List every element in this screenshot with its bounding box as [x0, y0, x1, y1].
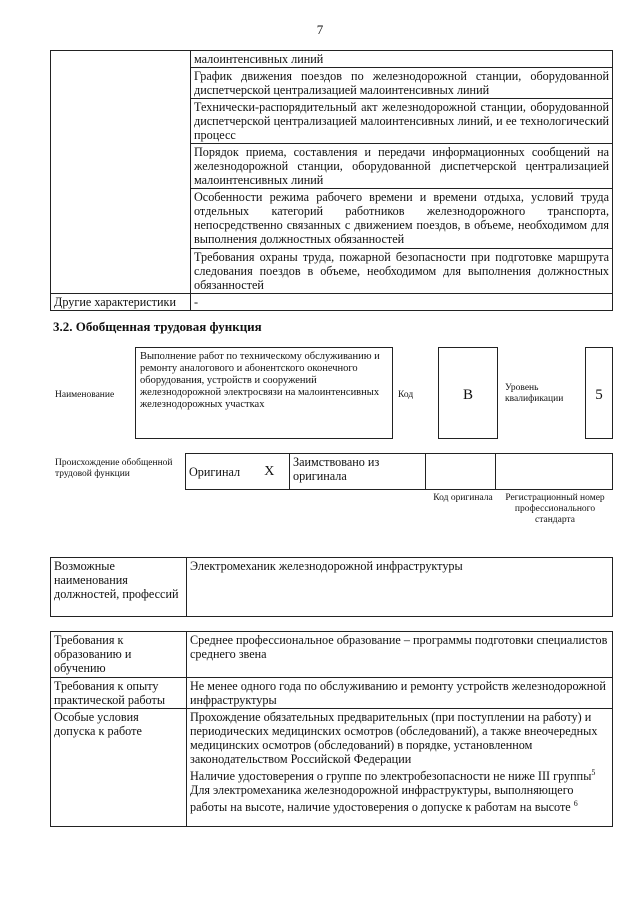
- code-original-cell: [426, 454, 496, 490]
- positions-value: Электромеханик железнодорожной инфраструктуры: [187, 558, 613, 617]
- medical-requirement: Прохождение обязательных предварительных (при поступлении на работу) и периодических медицинских осмотров (обследований), а также внеочередных медицинских осмотров (обследований) в порядке, установленном законодательством Российской Федерации: [190, 710, 598, 766]
- electrical-safety-requirement: Наличие удостоверения о группе по электробезопасности не ниже III группы$^5$: [190, 768, 596, 784]
- positions-table: [50, 557, 613, 617]
- function-name-value: Выполнение работ по техническому обслуживанию и ремонту аналогового и абонентского оконечного оборудования, устройств и сооружений железнодорожной электросвязи на малоинтенсивных железнодорожных участках: [140, 351, 380, 410]
- table-cell: малоинтенсивных линий: [191, 51, 613, 68]
- positions-label: Возможные наименования должностей, профессий: [51, 558, 187, 617]
- function-name-box: [135, 347, 393, 439]
- table-cell-left: [51, 51, 191, 294]
- code-original-caption: Код оригинала: [433, 493, 493, 503]
- knowledge-table: [50, 50, 613, 311]
- name-label: Наименование: [55, 390, 115, 400]
- table-cell: Требования охраны труда, пожарной безопасности при подготовке маршрута следования поездов в объеме, необходимом для выполнения должностных обязанностей: [191, 249, 613, 294]
- reg-number-caption: Регистрационный номер профессионального стандарта: [505, 493, 605, 525]
- origin-table: [185, 453, 613, 490]
- other-characteristics-label: Другие характеристики: [51, 294, 191, 311]
- origin-label: Происхождение обобщенной трудовой функции: [55, 458, 173, 479]
- education-label: Требования к образованию и обучению: [51, 632, 187, 678]
- page-number: 7: [316, 22, 324, 37]
- experience-value: Не менее одного года по обслуживанию и ремонту устройств железнодорожной инфраструктуры: [187, 678, 613, 709]
- table-cell: Технически-распорядительный акт железнодорожной станции, оборудованной диспетчерской централизацией малоинтенсивных линий, и ее технологический процесс: [191, 99, 613, 144]
- table-cell: График движения поездов по железнодорожной станции, оборудованной диспетчерской централизацией малоинтенсивных линий: [191, 68, 613, 99]
- other-characteristics-value: -: [191, 294, 613, 311]
- code-box: [438, 347, 498, 439]
- education-value: Среднее профессиональное образование – программы подготовки специалистов среднего звена: [187, 632, 613, 678]
- level-box: [585, 347, 613, 439]
- original-label: Оригинал: [186, 454, 250, 490]
- section-heading: 3.2. Обобщенная трудовая функция: [53, 319, 262, 334]
- borrowed-label: Заимствовано из оригинала: [290, 454, 426, 490]
- table-cell: Особенности режима рабочего времени и времени отдыха, условий труда отдельных категорий работников железнодорожного транспорта, непосредственно связанных с движением поездов, в объеме, необходимом для выполнения должностных обязанностей: [191, 189, 613, 249]
- level-value: 5: [595, 387, 603, 403]
- code-label: Код: [398, 390, 414, 400]
- code-value: B: [462, 387, 473, 403]
- reg-number-cell: [496, 454, 613, 490]
- experience-label: Требования к опыту практической работы: [51, 678, 187, 709]
- height-work-requirement: Для электромеханика железнодорожной инфраструктуры, выполняющего работы на высоте, наличие удостоверения о допуске к работам на высоте $^6$: [190, 783, 578, 815]
- special-conditions-value: [187, 709, 613, 827]
- special-conditions-label: Особые условия допуска к работе: [51, 709, 187, 827]
- requirements-table: [50, 631, 613, 827]
- table-cell: Порядок приема, составления и передачи информационных сообщений на железнодорожной станции, оборудованной диспетчерской централизацией малоинтенсивных линий: [191, 144, 613, 189]
- original-mark: X: [250, 454, 290, 490]
- level-label: Уровень квалификации: [505, 383, 564, 404]
